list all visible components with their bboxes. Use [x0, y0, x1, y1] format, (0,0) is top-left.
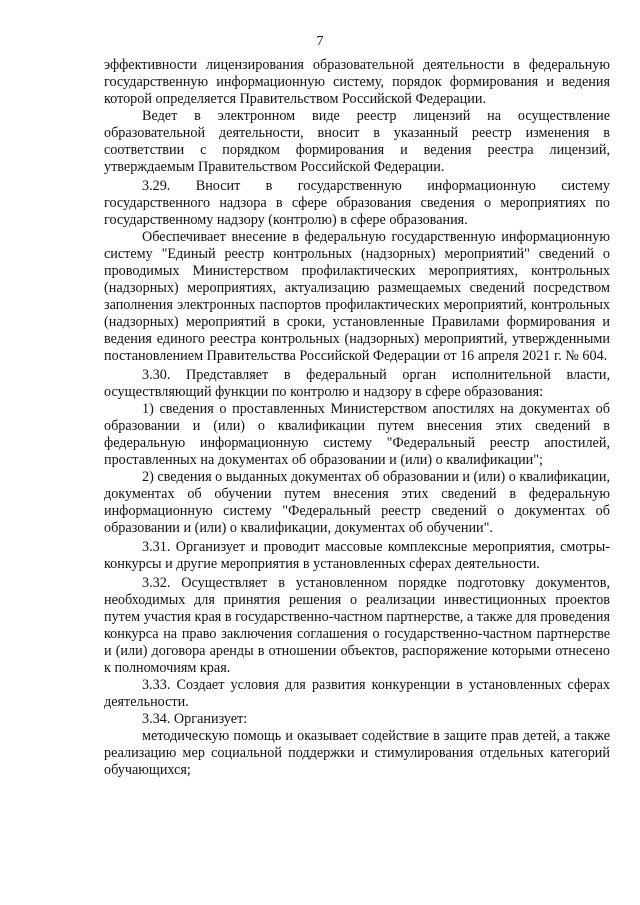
- paragraph-3-29: 3.29. Вносит в государственную информационную систему государственного надзора в сфере образования сведения о мероприятиях по государственному надзору (контролю) в сфере образования.: [104, 178, 610, 228]
- paragraph-3-30: 3.30. Представляет в федеральный орган исполнительной власти, осуществляющий функции по контролю и надзору в сфере образования:: [104, 367, 610, 400]
- paragraph-licensing-system: эффективности лицензирования образовательной деятельности в федеральную государственную информационную систему, порядок формирования и ведения которой определяется Правительством Российской Федерации.: [104, 57, 610, 107]
- paragraph-3-30-item-2: 2) сведения о выданных документах об образовании и (или) о квалификации, документах об обучении путем внесения этих сведений в федеральную информационную систему "Федеральный реестр сведений о документах об образовании и (или) о квалификации, документах об обучении".: [104, 469, 610, 536]
- paragraph-3-30-item-1: 1) сведения о проставленных Министерством апостилях на документах об образовании и (или) о квалификации путем внесения этих сведений в федеральную информационную систему "Федеральный реестр апостилей, проставленных на документах об образовании и (или) о квалификации";: [104, 401, 610, 468]
- paragraph-3-33: 3.33. Создает условия для развития конкуренции в установленных сферах деятельности.: [104, 677, 610, 710]
- paragraph-3-32: 3.32. Осуществляет в установленном порядке подготовку документов, необходимых для принятия решения о реализации инвестиционных проектов путем участия края в государственно-частном партнерстве, а также для проведения конкурса на право заключения соглашения о государственно-частном партнерстве и (или) договора аренды в отношении объектов, распоряжение которыми отнесено к полномочиям края.: [104, 575, 610, 676]
- paragraph-license-registry: Ведет в электронном виде реестр лицензий на осуществление образовательной деятельности, вносит в указанный реестр изменения в соответствии с порядком формирования и ведения реестра лицензий, утверждаемым Правительством Российской Федерации.: [104, 108, 610, 175]
- paragraph-control-registry: Обеспечивает внесение в федеральную государственную информационную систему "Единый реестр контрольных (надзорных) мероприятий" сведений о проводимых Министерством профилактических мероприятиях, контрольных (надзорных) мероприятиях, актуализацию размещаемых сведений посредством заполнения электронных паспортов профилактических мероприятий, контрольных (надзорных) мероприятий в сроки, установленные Правилами формирования и ведения единого реестра контрольных (надзорных) мероприятий, утвержденными постановлением Правительства Российской Федерации от 16 апреля 2021 г. № 604.: [104, 229, 610, 364]
- page-number: 7: [316, 34, 324, 49]
- paragraph-3-31: 3.31. Организует и проводит массовые комплексные мероприятия, смотры-конкурсы и другие мероприятия в установленных сферах деятельности.: [104, 539, 610, 572]
- paragraph-3-34: 3.34. Организует:: [142, 711, 248, 727]
- paragraph-3-34-item: методическую помощь и оказывает содействие в защите прав детей, а также реализацию мер социальной поддержки и стимулирования отдельных категорий обучающихся;: [104, 728, 610, 778]
- document-body: [104, 57, 610, 779]
